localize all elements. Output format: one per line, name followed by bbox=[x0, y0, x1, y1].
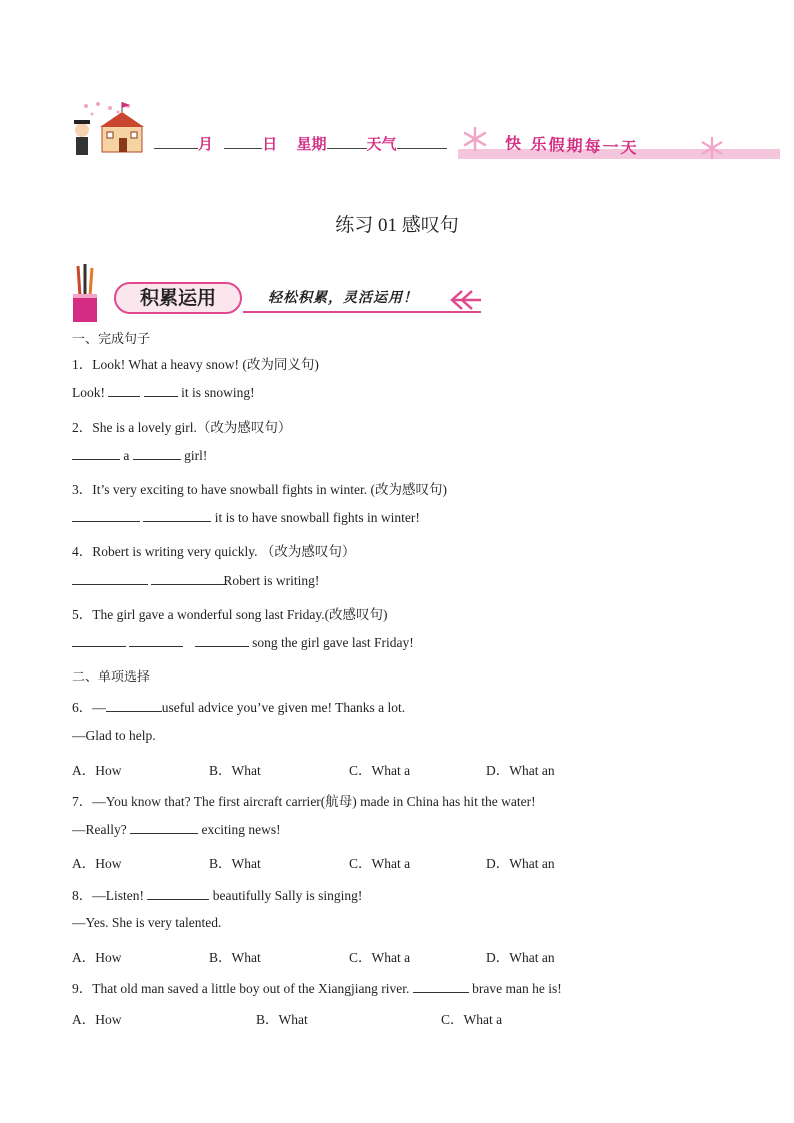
q7-option-c[interactable]: C．What a bbox=[349, 856, 411, 871]
q6-prompt-line bbox=[72, 696, 405, 716]
q3-blank-1[interactable] bbox=[72, 509, 140, 522]
q9-option-a[interactable]: A．How bbox=[72, 1012, 122, 1027]
q5-blank-1[interactable] bbox=[72, 634, 126, 647]
month-blank[interactable] bbox=[154, 134, 198, 149]
month-label: 月 bbox=[198, 135, 214, 153]
q7-option-d[interactable]: D．What an bbox=[486, 856, 555, 871]
q4-answer-line bbox=[72, 572, 319, 589]
snowflake-icon bbox=[700, 136, 724, 165]
q1-tail: it is snowing! bbox=[181, 385, 255, 400]
q8-option-d[interactable]: D．What an bbox=[486, 950, 555, 965]
q9-option-b[interactable]: B．What bbox=[256, 1012, 308, 1027]
q6-blank[interactable] bbox=[106, 699, 162, 712]
q2-blank-2[interactable] bbox=[133, 447, 181, 460]
q5-tail: song the girl gave last Friday! bbox=[252, 635, 414, 650]
q7-reply-lead: —Really? bbox=[72, 822, 127, 837]
q6-reply: —Glad to help. bbox=[72, 728, 156, 743]
q6-prompt: useful advice you’ve given me! Thanks a lot. bbox=[161, 700, 406, 715]
q4-prompt: 4．Robert is writing very quickly. （改为感叹句） bbox=[72, 544, 356, 559]
part1-heading: 一、完成句子 bbox=[72, 332, 151, 347]
date-weather-line bbox=[154, 133, 447, 154]
q8-reply: —Yes. She is very talented. bbox=[72, 915, 222, 930]
q7-reply-tail: exciting news! bbox=[201, 822, 281, 837]
q2-prompt: 2．She is a lovely girl.（改为感叹句） bbox=[72, 420, 292, 435]
q5-prompt: 5．The girl gave a wonderful song last Friday.(改感叹句) bbox=[72, 607, 388, 622]
day-blank[interactable] bbox=[224, 134, 262, 149]
q6-lead: 6．— bbox=[72, 700, 106, 715]
day-label: 日 bbox=[262, 135, 278, 153]
q1-blank-2[interactable] bbox=[144, 384, 178, 397]
q3-prompt: 3．It’s very exciting to have snowball fights in winter. (改为感叹句) bbox=[72, 482, 447, 497]
q9-blank[interactable] bbox=[413, 980, 469, 993]
q5-answer-line bbox=[72, 634, 414, 651]
q3-blank-2[interactable] bbox=[143, 509, 211, 522]
q1-blank-1[interactable] bbox=[108, 384, 140, 397]
q4-tail: Robert is writing! bbox=[223, 573, 320, 588]
q6-option-b[interactable]: B．What bbox=[209, 763, 261, 778]
section-badge-label: 积累运用 bbox=[139, 287, 216, 309]
q9-option-c[interactable]: C．What a bbox=[441, 1012, 503, 1027]
section-slogan: 轻松积累，灵活运用！ bbox=[268, 290, 418, 306]
weather-blank[interactable] bbox=[397, 134, 447, 149]
weekday-blank[interactable] bbox=[327, 134, 367, 149]
q6-option-a[interactable]: A．How bbox=[72, 763, 122, 778]
weekday-label: 星期 bbox=[296, 135, 327, 153]
q3-tail: it is to have snowball fights in winter! bbox=[214, 510, 420, 525]
snowflake-icon bbox=[462, 126, 488, 157]
q6-options bbox=[72, 759, 672, 777]
q7-options bbox=[72, 852, 672, 870]
q8-prompt-line bbox=[72, 884, 362, 904]
q8-options bbox=[72, 946, 672, 964]
section-underline bbox=[243, 311, 481, 313]
q1-prompt: 1．Look! What a heavy snow! (改为同义句) bbox=[72, 357, 319, 372]
q8-lead: 8．—Listen! bbox=[72, 888, 144, 903]
q4-blank-2[interactable] bbox=[151, 572, 227, 585]
q2-answer-line bbox=[72, 447, 207, 464]
page-title: 练习 01 感叹句 bbox=[335, 215, 459, 236]
q5-blank-3[interactable] bbox=[195, 634, 249, 647]
q2-mid: a bbox=[123, 448, 130, 463]
q8-prompt: beautifully Sally is singing! bbox=[212, 888, 363, 903]
q1-lead: Look! bbox=[72, 385, 105, 400]
q9-prompt-line bbox=[72, 977, 562, 997]
q8-blank[interactable] bbox=[147, 887, 209, 900]
q8-option-a[interactable]: A．How bbox=[72, 950, 122, 965]
header-illustration bbox=[68, 100, 148, 160]
q9-prompt: brave man he is! bbox=[472, 981, 562, 996]
q7-prompt: 7．—You know that? The first aircraft carrier(航母) made in China has hit the water! bbox=[72, 794, 536, 809]
q1-answer-line bbox=[72, 384, 255, 401]
q7-blank[interactable] bbox=[130, 821, 198, 834]
q3-answer-line bbox=[72, 509, 420, 526]
q2-blank-1[interactable] bbox=[72, 447, 120, 460]
q9-lead: 9．That old man saved a little boy out of the Xiangjiang river. bbox=[72, 981, 410, 996]
q7-option-a[interactable]: A．How bbox=[72, 856, 122, 871]
section-badge bbox=[114, 282, 242, 314]
q6-option-d[interactable]: D．What an bbox=[486, 763, 555, 778]
q6-option-c[interactable]: C．What a bbox=[349, 763, 411, 778]
q7-reply-line bbox=[72, 821, 281, 838]
q5-blank-2[interactable] bbox=[129, 634, 183, 647]
q4-blank-1[interactable] bbox=[72, 572, 148, 585]
pencil-cup-icon bbox=[70, 262, 100, 324]
q2-tail: girl! bbox=[184, 448, 208, 463]
weather-label: 天气 bbox=[366, 135, 397, 153]
q8-option-c[interactable]: C．What a bbox=[349, 950, 411, 965]
q9-options bbox=[72, 1008, 672, 1026]
banner-slogan: 快 乐假期每一天 bbox=[504, 133, 639, 158]
q7-option-b[interactable]: B．What bbox=[209, 856, 261, 871]
q8-option-b[interactable]: B．What bbox=[209, 950, 261, 965]
part2-heading: 二、单项选择 bbox=[72, 670, 151, 685]
